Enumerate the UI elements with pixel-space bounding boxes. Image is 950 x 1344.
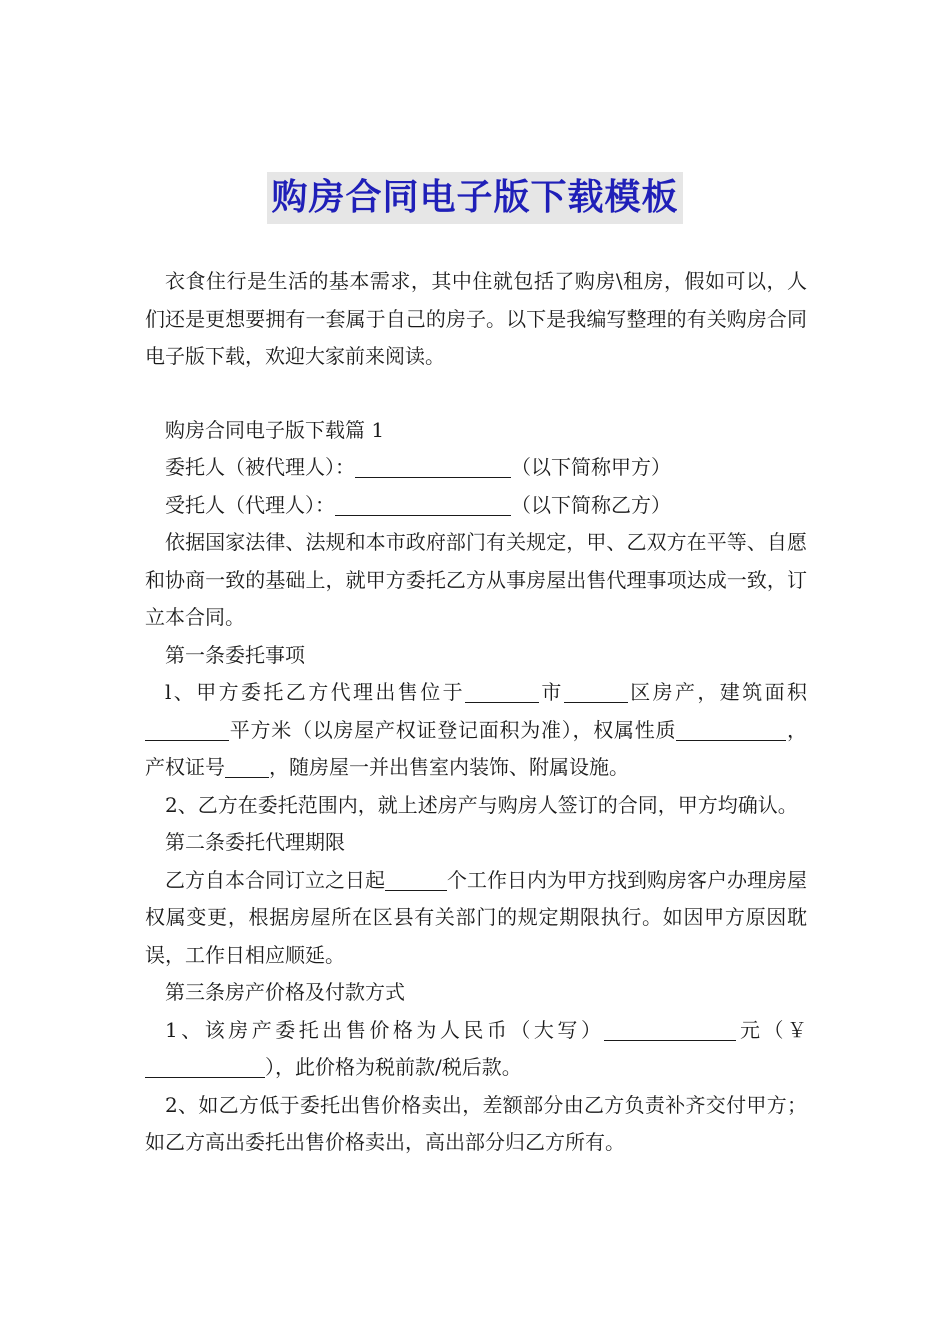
- agent-suffix: （以下简称乙方）: [511, 492, 671, 517]
- intro-paragraph: 衣食住行是生活的基本需求，其中住就包括了购房\租房，假如可以，人们还是更想要拥有一套属于自己的房子。以下是我编写整理的有关购房合同电子版下载，欢迎大家前来阅读。: [145, 269, 807, 368]
- article-1-item-2: 2、乙方在委托范围内，就上述房产与购房人签订的合同，甲方均确认。: [165, 792, 798, 817]
- article-1-heading: 第一条委托事项: [165, 642, 305, 667]
- article-2-heading: 第二条委托代理期限: [165, 830, 345, 854]
- title-container: [0, 172, 950, 224]
- article-3-item-1: [145, 1012, 807, 1087]
- article-1-item-1: [145, 674, 807, 787]
- item-text: ），此价格为税前款/税后款。: [265, 1055, 522, 1079]
- principal-suffix: （以下简称甲方）: [511, 455, 671, 479]
- basis-paragraph: 依据国家法律、法规和本市政府部门有关规定，甲、乙双方在平等、自愿和协商一致的基础上，就甲方委托乙方从事房屋出售代理事项达成一致，订立本合同。: [145, 530, 807, 629]
- item-text: 平方米（以房屋产权证登记面积为准），权属性质: [229, 717, 677, 742]
- item-text: 个工作日内为甲方找到购房客户办理房屋权属变更，根据房屋所在区县有关部门的规定期限执行。如因甲方原因耽误，工作日相应顺延。: [145, 867, 807, 967]
- item-text: 市: [539, 680, 564, 704]
- item-text: 元（￥: [736, 1017, 808, 1042]
- section-title: 购房合同电子版下载篇 1: [165, 417, 385, 442]
- ownership-blank: [676, 718, 786, 741]
- price-number-blank: [145, 1055, 265, 1078]
- item-text: ，产权证号: [145, 717, 807, 779]
- document-body: [145, 263, 807, 1162]
- price-words-blank: [604, 1018, 736, 1041]
- item-text: 1、该房产委托出售价格为人民币（大写）: [165, 1017, 605, 1042]
- principal-line: [145, 449, 807, 487]
- item-text: ，随房屋一并出售室内装饰、附属设施。: [269, 755, 629, 779]
- agent-blank: [335, 493, 511, 516]
- city-blank: [465, 680, 539, 703]
- item-text: 区房产，建筑面积: [627, 680, 808, 704]
- district-blank: [564, 680, 628, 703]
- principal-blank: [355, 455, 511, 478]
- agent-line: [145, 487, 807, 525]
- principal-label: 委托人（被代理人）：: [165, 455, 355, 479]
- paragraph-gap: [145, 376, 807, 412]
- agent-label: 受托人（代理人）：: [165, 492, 335, 517]
- article-2-paragraph: [145, 862, 807, 975]
- days-blank: [385, 868, 447, 891]
- item-text: 乙方自本合同订立之日起: [165, 867, 385, 892]
- article-3-item-2: 2、如乙方低于委托出售价格卖出，差额部分由乙方负责补齐交付甲方；如乙方高出委托出售价格卖出，高出部分归乙方所有。: [145, 1092, 807, 1154]
- area-blank: [145, 718, 229, 741]
- item-text: l、甲方委托乙方代理出售位于: [165, 680, 465, 704]
- document-title: 购房合同电子版下载模板: [267, 172, 682, 224]
- certificate-blank: [225, 755, 269, 778]
- article-3-heading: 第三条房产价格及付款方式: [165, 980, 405, 1004]
